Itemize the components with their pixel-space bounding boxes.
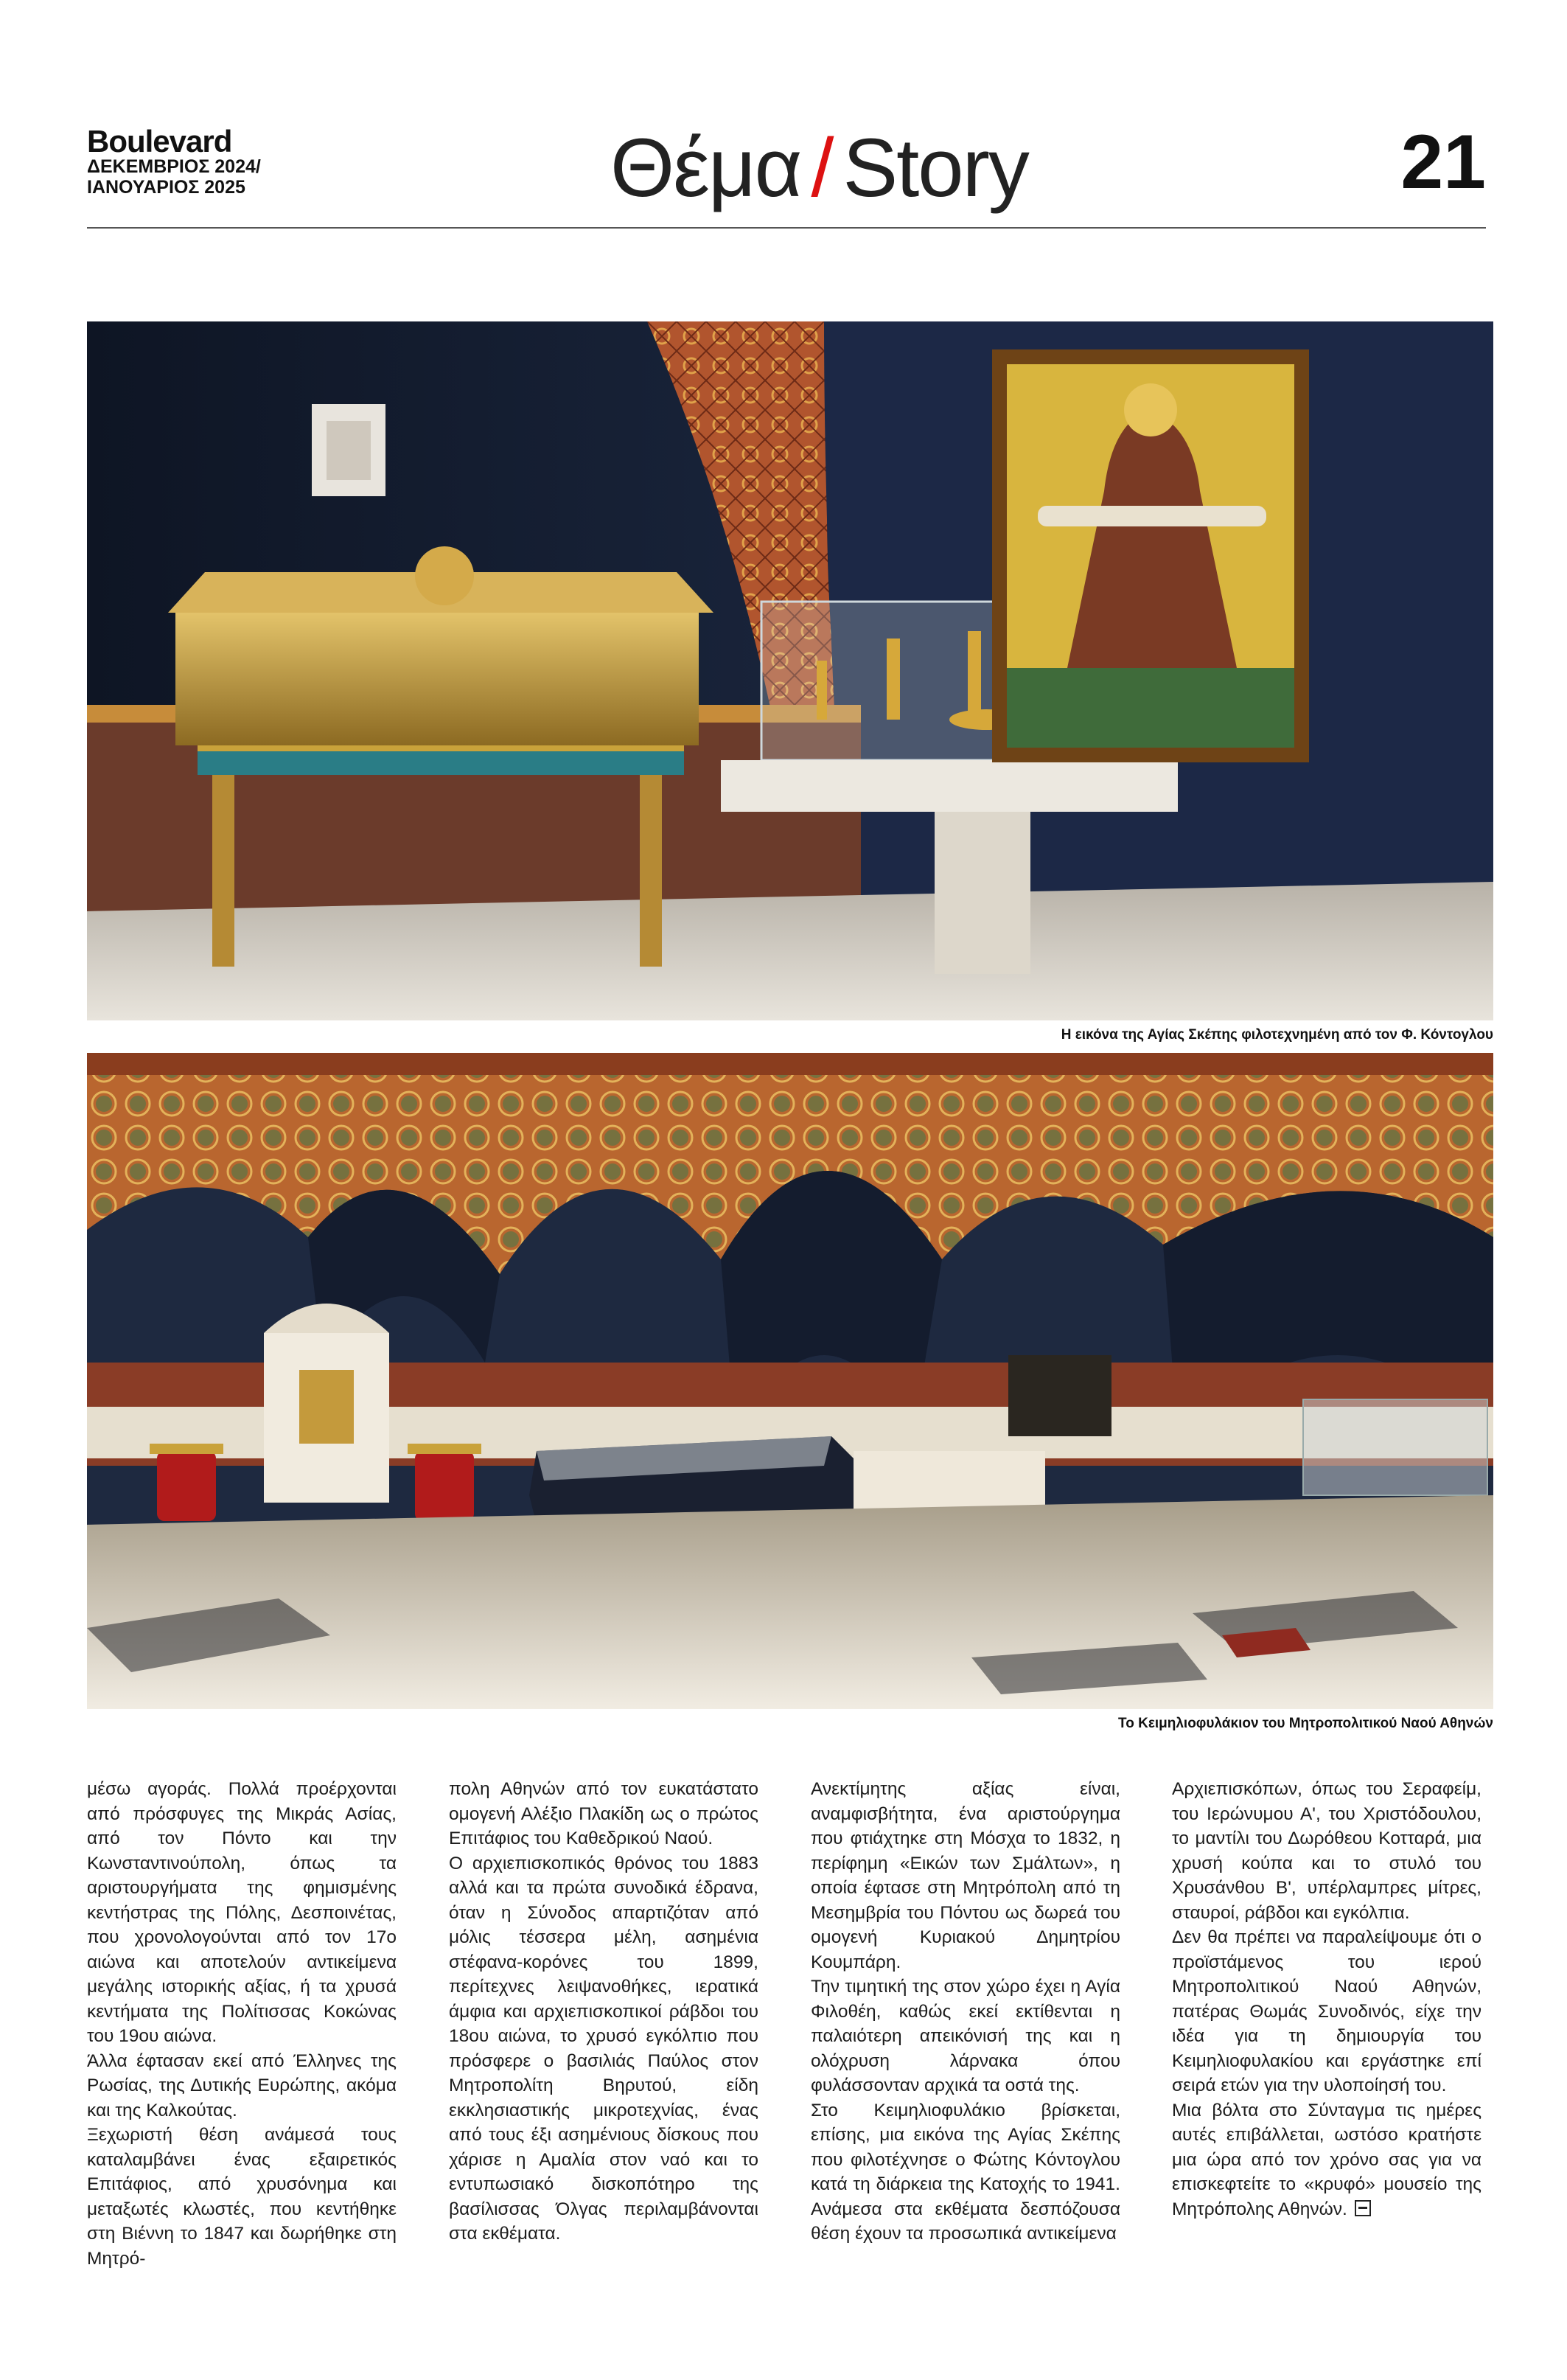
article-column-2 (449, 1777, 758, 2247)
photo-caption-top: Η εικόνα της Αγίας Σκέπης φιλοτεχνημένη από τον Φ. Κόντογλου (1061, 1027, 1493, 1043)
photo-treasury-hall-image (87, 1053, 1493, 1709)
section-title-english: Story (842, 122, 1028, 214)
article-column-3 (811, 1777, 1120, 2247)
section-title (610, 122, 1028, 214)
photo-caption-bottom: Το Κειμηλιοφυλάκιον του Μητροπολιτικού Ναού Αθηνών (1118, 1716, 1493, 1731)
paragraph: Ο αρχιεπισκοπικός θρόνος του 1883 αλλά και τα πρώτα συνοδικά έδρανα, όταν η Σύνοδος απαρτιζόταν από μόλις τέσσερα μέλη, ασημένια στέφανα-κορόνες του 1899, περίτεχνες λειψανοθήκες, ιερατικά άμφια και αρχιεπισκοπικοί ράβδοι του 18ου αιώνα, το χρυσό εγκόλπιο που πρόσφερε ο βασιλιάς Παύλος στον Μητροπολίτη Βηρυτού, είδη εκκλησιαστικής μικροτεχνίας, ένας από τους έξι ασημένιους δίσκους που χάρισε η Αμαλία στον ναό και το εντυπωσιακό δισκοπότηρο της βασίλισσας Όλγας περιλαμβάνονται στα εκθέματα. (449, 1853, 758, 2244)
photo-treasury-hall (87, 1053, 1493, 1709)
page-header (87, 119, 1486, 229)
section-title-greek: Θέμα (610, 122, 801, 214)
paragraph: Την τιμητική της στον χώρο έχει η Αγία Φιλοθέη, καθώς εκεί εκτίθενται η παλαιότερη απεικόνισή της και η ολόχρυση λάρνακα όπου φυλάσσονταν αρχικά τα οστά της. (811, 1977, 1120, 2095)
page-number: 21 (1400, 119, 1486, 205)
issue-date (87, 156, 261, 198)
paragraph: μέσω αγοράς. Πολλά προέρχονται από πρόσφυγες της Μικράς Ασίας, από τον Πόντο και την Κωνσταντινούπολη, όπως τα αριστουργήματα της φημισμένης κεντήστρας της Πόλης, Δεσποινέτας, που χρονολογούνται από τον 17ο αιώνα και αποτελούν αντικείμενα μεγάλης ιστορικής αξίας, ή τα χρυσά κεντήματα της Πολίτισσας Κοκώνας του 19ου αιώνα. (87, 1779, 397, 2046)
paragraph-text: Μια βόλτα στο Σύνταγμα τις ημέρες αυτές επιβάλλεται, ωστόσο κρατήστε μια ώρα από τον χρόνο σας για να επισκεφτείτε το «κρυφό» μουσείο της Μητρόπολης Αθηνών. (1172, 2100, 1482, 2219)
article-column-4 (1172, 1777, 1482, 2221)
photo-reliquary-room-image (87, 321, 1493, 1020)
issue-date-line-2: ΙΑΝΟΥΑΡΙΟΣ 2025 (87, 177, 245, 198)
paragraph: Άλλα έφτασαν εκεί από Έλληνες της Ρωσίας, της Δυτικής Ευρώπης, ακόμα και της Καλκούτας. (87, 2050, 397, 2120)
paragraph: Ξεχωριστή θέση ανάμεσά τους καταλαμβάνει ένας εξαιρετικός Επιτάφιος, από χρυσόνημα και μεταξωτές κλωστές, που κεντήθηκε στη Βιέννη το 1847 και δωρήθηκε στη Μητρό- (87, 2125, 397, 2269)
paragraph: Αρχιεπισκόπων, όπως του Σεραφείμ, του Ιερώνυμου Α', του Χριστόδουλου, το μαντίλι του Δωρόθεου Κοτταρά, μια χρυσή κούπα και το στυλό του Χρυσάνθου Β', υπέρλαμπρες μίτρες, σταυροί, ράβδοι και εγκόλπια. (1172, 1779, 1482, 1923)
end-of-article-icon (1355, 2200, 1371, 2216)
magazine-brand: Boulevard (87, 124, 232, 159)
section-title-slash: / (811, 122, 833, 214)
article-column-1 (87, 1777, 397, 2271)
paragraph: πολη Αθηνών από τον ευκατάστατο ομογενή Αλέξιο Πλακίδη ως ο πρώτος Επιτάφιος του Καθεδρικού Ναού. (449, 1779, 758, 1848)
paragraph: Δεν θα πρέπει να παραλείψουμε ότι ο προϊστάμενος του ιερού Μητροπολιτικού Ναού Αθηνών, πατέρας Θωμάς Συνοδινός, είχε την ιδέα για τη δημιουργία του Κειμηλιοφυλακίου και εργάστηκε επί σειρά ετών για την υλοποίησή του. (1172, 1927, 1482, 2095)
paragraph (1172, 2098, 1482, 2222)
photo-reliquary-room (87, 321, 1493, 1020)
issue-date-line-1: ΔΕΚΕΜΒΡΙΟΣ 2024/ (87, 156, 261, 177)
paragraph: Στο Κειμηλιοφυλάκιο βρίσκεται, επίσης, μια εικόνα της Αγίας Σκέπης που φιλοτέχνησε ο Φώτης Κόντογλου κατά τη διάρκεια της Κατοχής το 1941. Ανάμεσα στα εκθέματα δεσπόζουσα θέση έχουν τα προσωπικά αντικείμενα (811, 2100, 1120, 2244)
paragraph: Ανεκτίμητης αξίας είναι, αναμφισβήτητα, ένα αριστούργημα που φτιάχτηκε στη Μόσχα το 1832, η περίφημη «Εικών των Σμάλτων», η οποία έφτασε στη Μητρόπολη από τη Μεσημβρία του Πόντου ως δωρεά του ομογενή Κυριακού Δημητρίου Κουμπάρη. (811, 1779, 1120, 1972)
